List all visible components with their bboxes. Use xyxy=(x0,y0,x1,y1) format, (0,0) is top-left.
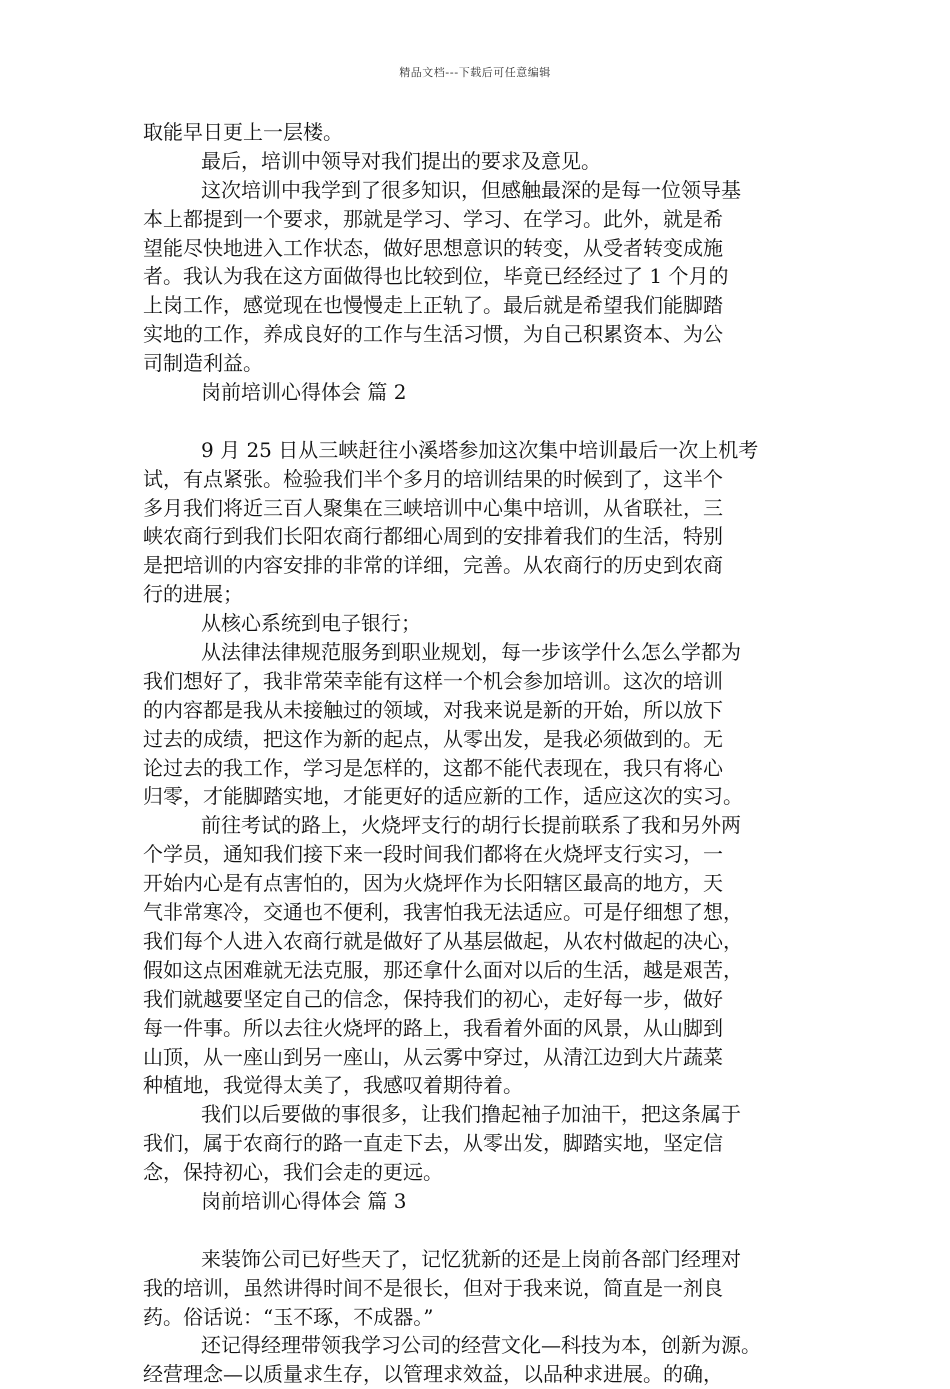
text-line: 试，有点紧张。检验我们半个多月的培训结果的时候到了，这半个 xyxy=(143,466,723,491)
text-line: 峡农商行到我们长阳农商行都细心周到的安排着我们的生活，特别 xyxy=(143,524,723,549)
text-line: 取能早日更上一层楼。 xyxy=(143,120,343,144)
text-line: 是把培训的内容安排的非常的详细，完善。从农商行的历史到农商 xyxy=(143,553,723,578)
text-line: 岗前培训心得体会 篇 2 xyxy=(201,380,407,405)
blank-line xyxy=(143,407,823,436)
page-header: 精品文档---下载后可任意编辑 xyxy=(399,66,551,79)
text-line: 个学员，通知我们接下来一段时间我们都将在火烧坪支行实习，一 xyxy=(143,842,723,867)
text-line: 气非常寒冷，交通也不便利，我害怕我无法适应。可是仔细想了想， xyxy=(143,900,743,925)
text-line: 种植地，我觉得太美了，我感叹着期待着。 xyxy=(143,1073,523,1098)
text-line: 我的培训，虽然讲得时间不是很长，但对于我来说，简直是一剂良 xyxy=(143,1275,723,1300)
text-line: 我们，属于农商行的路一直走下去，从零出发，脚踏实地，坚定信 xyxy=(143,1131,723,1156)
text-line: 望能尽快地进入工作状态，做好思想意识的转变，从受者转变成施 xyxy=(143,235,723,260)
text-line: 经营理念—以质量求生存，以管理求效益，以品种求进展。的确， xyxy=(143,1362,723,1387)
text-line: 多月我们将近三百人聚集在三峡培训中心集中培训，从省联社，三 xyxy=(143,495,723,520)
text-line: 论过去的我工作，学习是怎样的，这都不能代表现在，我只有将心 xyxy=(143,755,723,780)
text-line: 上岗工作，感觉现在也慢慢走上正轨了。最后就是希望我们能脚踏 xyxy=(143,293,723,318)
blank-line xyxy=(143,1216,823,1245)
text-line: 从核心系统到电子银行； xyxy=(201,611,421,636)
text-line: 开始内心是有点害怕的，因为火烧坪作为长阳辖区最高的地方，天 xyxy=(143,871,723,896)
text-line: 山顶，从一座山到另一座山，从云雾中穿过，从清江边到大片蔬菜 xyxy=(143,1044,723,1069)
text-line: 岗前培训心得体会 篇 3 xyxy=(201,1188,407,1213)
text-line: 过去的成绩，把这作为新的起点，从零出发，是我必须做到的。无 xyxy=(143,726,723,751)
text-line: 本上都提到一个要求，那就是学习、学习、在学习。此外，就是希 xyxy=(143,206,723,231)
text-line: 药。俗话说：“玉不琢，不成器。” xyxy=(143,1304,434,1329)
text-line: 每一件事。所以去往火烧坪的路上，我看着外面的风景，从山脚到 xyxy=(143,1015,723,1040)
text-line: 假如这点困难就无法克服，那还拿什么面对以后的生活，越是艰苦， xyxy=(143,957,743,982)
document-body xyxy=(143,118,823,1389)
text-line: 念，保持初心，我们会走的更远。 xyxy=(143,1160,443,1185)
text-line: 9 月 25 日从三峡赶往小溪塔参加这次集中培训最后一次上机考 xyxy=(201,437,759,462)
text-line: 实地的工作，养成良好的工作与生活习惯，为自己积累资本、为公 xyxy=(143,322,723,347)
text-line: 归零，才能脚踏实地，才能更好的适应新的工作，适应这次的实习。 xyxy=(143,784,743,809)
text-line: 这次培训中我学到了很多知识，但感触最深的是每一位领导基 xyxy=(201,177,741,202)
text-line: 的内容都是我从未接触过的领域，对我来说是新的开始，所以放下 xyxy=(143,697,723,722)
text-line: 来装饰公司已好些天了，记忆犹新的还是上岗前各部门经理对 xyxy=(201,1246,741,1271)
text-line: 还记得经理带领我学习公司的经营文化—科技为本，创新为源。 xyxy=(201,1333,761,1358)
text-line: 最后，培训中领导对我们提出的要求及意见。 xyxy=(201,148,601,173)
text-line: 前往考试的路上，火烧坪支行的胡行长提前联系了我和另外两 xyxy=(201,813,741,838)
text-line: 我们就越要坚定自己的信念，保持我们的初心，走好每一步，做好 xyxy=(143,986,723,1011)
text-line: 司制造利益。 xyxy=(143,351,263,376)
text-line: 我们想好了，我非常荣幸能有这样一个机会参加培训。这次的培训 xyxy=(143,668,723,693)
text-line: 我们以后要做的事很多，让我们撸起袖子加油干，把这条属于 xyxy=(201,1102,741,1127)
text-line: 行的进展； xyxy=(143,582,243,607)
text-line: 从法律法律规范服务到职业规划，每一步该学什么怎么学都为 xyxy=(201,640,741,665)
text-line: 我们每个人进入农商行就是做好了从基层做起，从农村做起的决心， xyxy=(143,928,743,953)
text-line: 者。我认为我在这方面做得也比较到位，毕竟已经经过了 1 个月的 xyxy=(143,264,729,289)
